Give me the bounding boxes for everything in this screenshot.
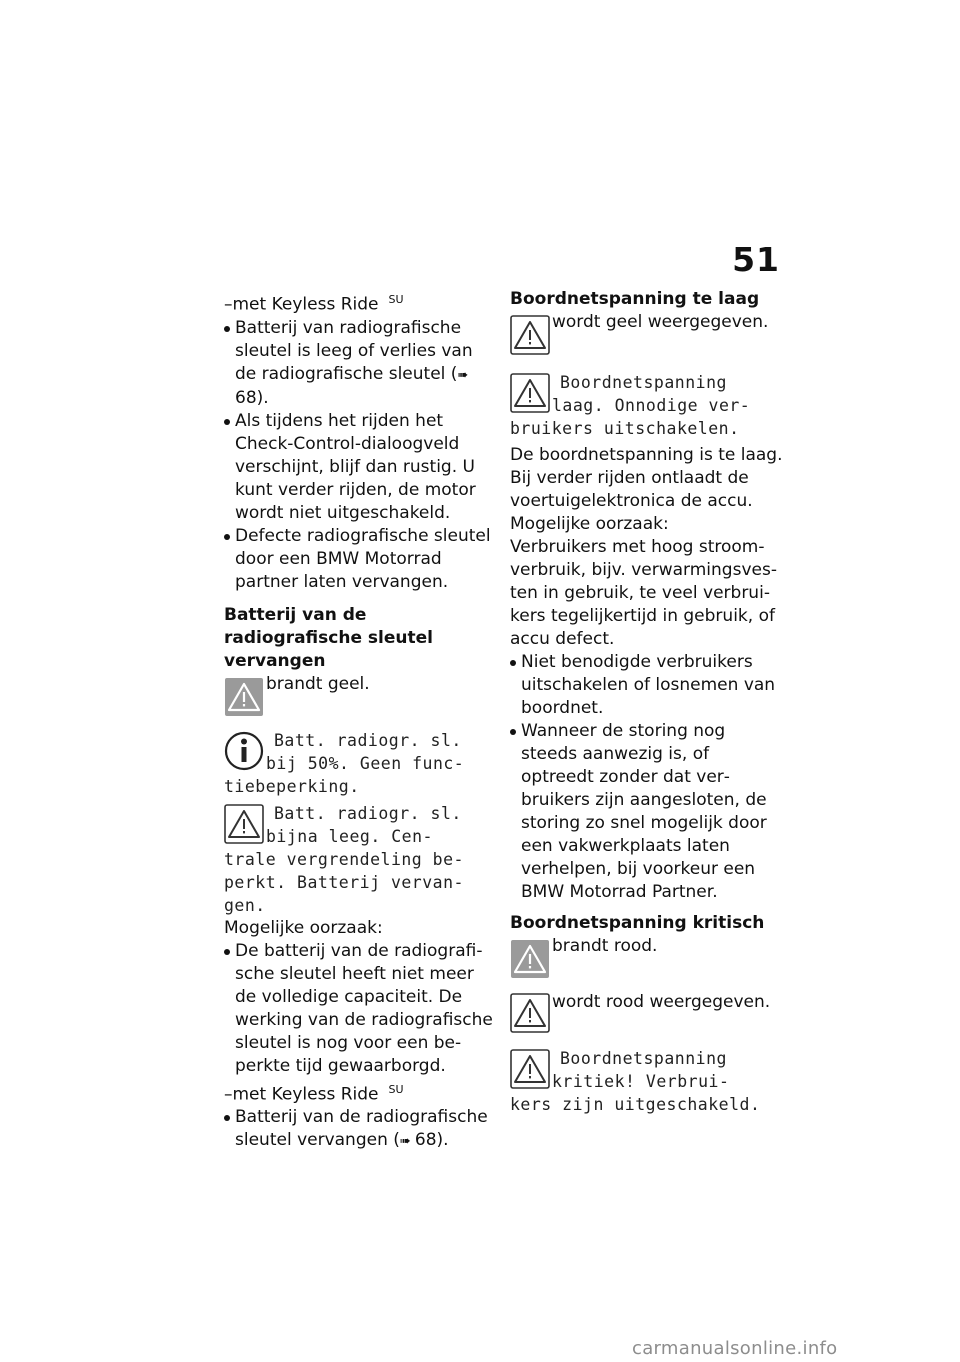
keyless-ride-text: –met Keyless Ride bbox=[224, 1084, 379, 1105]
warning-triangle-icon bbox=[510, 373, 550, 413]
warning-triangle-icon bbox=[224, 804, 264, 844]
list-item bbox=[510, 720, 785, 904]
keyless-ride-line bbox=[224, 288, 494, 317]
message-line: Boordnetspanning bbox=[560, 1049, 727, 1068]
indicator-text: brandt rood. bbox=[552, 936, 658, 956]
info-icon bbox=[224, 731, 264, 771]
warning-light-icon bbox=[510, 939, 550, 979]
warning-light-icon bbox=[224, 677, 264, 717]
message-line: gen. bbox=[224, 895, 266, 915]
message-line: trale vergrendeling be- bbox=[224, 849, 464, 869]
paragraph: De boordnetspanning is te laag. Bij verder rijden ontlaadt de voertuigelektronica de accu. bbox=[510, 445, 783, 511]
display-message bbox=[224, 729, 494, 798]
page-reference-link[interactable]: 68). bbox=[235, 387, 269, 408]
list-item bbox=[224, 410, 494, 525]
indicator-row bbox=[224, 673, 494, 719]
left-column bbox=[224, 288, 494, 1153]
display-message bbox=[510, 1047, 785, 1116]
display-message bbox=[510, 371, 785, 440]
message-line: Boordnetspanning bbox=[560, 373, 727, 392]
bullet-text: Als tijdens het rijden het Check-Control-dialoogveld verschijnt, blijf dan rustig. U kunt verder rijden, de motor wordt niet uitgeschakeld. bbox=[235, 410, 476, 523]
page-reference-link[interactable]: 68). bbox=[414, 1130, 449, 1151]
indicator-row bbox=[510, 935, 785, 981]
message-line: Batt. radiogr. sl. bbox=[274, 803, 462, 823]
list-item bbox=[510, 651, 785, 720]
warning-triangle-icon bbox=[510, 315, 550, 355]
message-line: bruikers uitschakelen. bbox=[510, 419, 740, 438]
message-line: kers zijn uitgeschakeld. bbox=[510, 1095, 761, 1114]
message-line: bij 50%. Geen func- bbox=[266, 753, 465, 773]
warning-triangle-icon bbox=[510, 1049, 550, 1089]
bullet-dot bbox=[224, 534, 230, 540]
bullet-text: Defecte radiografische sleutel door een BMW Motorrad partner laten vervangen. bbox=[235, 525, 491, 592]
indicator-text: wordt rood weergegeven. bbox=[552, 992, 771, 1012]
keyless-ride-line bbox=[224, 1078, 494, 1107]
bullet-dot bbox=[224, 326, 230, 332]
cause-label: Mogelijke oorzaak: bbox=[510, 514, 669, 534]
keyless-ride-sup: SU bbox=[388, 1082, 404, 1096]
keyless-ride-text: –met Keyless Ride bbox=[224, 294, 379, 315]
list-item bbox=[224, 1106, 494, 1153]
display-message bbox=[224, 802, 494, 917]
message-line: kritiek! Verbrui- bbox=[552, 1072, 730, 1091]
section-heading: Batterij van de radiografische sleutel vervangen bbox=[224, 604, 433, 671]
paragraph: Verbruikers met hoog stroomverbruik, bijv. verwarmingsvesten in gebruik, te veel verbruikers tegelijkertijd in gebruik, of accu defect. bbox=[510, 537, 777, 649]
bullet-text: Wanneer de storing nog steeds aanwezig is, of optreedt zonder dat verbruikers zijn aangesloten, de storing zo snel mogelijk door een vakwerkplaats laten verhelpen, bij voorkeur een BMW Motorrad Partner. bbox=[521, 721, 767, 902]
bullet-dot bbox=[510, 660, 516, 666]
right-column bbox=[510, 288, 785, 1116]
message-line: Batt. radiogr. sl. bbox=[274, 730, 462, 750]
page-number: 51 bbox=[732, 240, 780, 279]
bullet-dot bbox=[224, 1115, 230, 1121]
message-line: laag. Onnodige ver- bbox=[552, 396, 751, 415]
message-line: bijna leeg. Cen- bbox=[266, 826, 433, 846]
page-reference-arrow-icon[interactable]: ➠ bbox=[457, 367, 469, 383]
bullet-text: De batterij van de radiografische sleutel heeft niet meer de volledige capaciteit. De werking van de radiografische sleutel is nog voor een beperkte tijd gewaarborgd. bbox=[235, 940, 493, 1076]
list-item bbox=[224, 317, 494, 410]
list-item bbox=[224, 525, 494, 594]
bullet-dot bbox=[224, 949, 230, 955]
section-heading: Boordnetspanning te laag bbox=[510, 289, 760, 309]
cause-label: Mogelijke oorzaak: bbox=[224, 917, 383, 938]
message-line: tiebeperking. bbox=[224, 776, 360, 796]
indicator-text: wordt geel weergegeven. bbox=[552, 312, 769, 332]
list-item bbox=[224, 940, 494, 1078]
indicator-text: brandt geel. bbox=[266, 673, 370, 694]
footer-watermark-url: carmanualsonline.info bbox=[632, 1338, 838, 1359]
message-line: perkt. Batterij vervan- bbox=[224, 872, 464, 892]
bullet-dot bbox=[224, 419, 230, 425]
bullet-text: Batterij van radiografische sleutel is leeg of verlies van de radiografische sleutel ( bbox=[235, 317, 473, 384]
section-heading: Boordnetspanning kritisch bbox=[510, 913, 765, 933]
indicator-row bbox=[510, 311, 785, 357]
keyless-ride-sup: SU bbox=[388, 293, 404, 306]
indicator-row bbox=[510, 991, 785, 1037]
warning-triangle-icon bbox=[510, 993, 550, 1033]
bullet-text: Niet benodigde verbruikers uitschakelen of losnemen van boordnet. bbox=[521, 652, 776, 718]
bullet-text: Batterij van de radiografische sleutel vervangen ( bbox=[235, 1107, 488, 1151]
page-reference-arrow-icon[interactable]: ➠ bbox=[399, 1134, 415, 1150]
bullet-dot bbox=[510, 729, 516, 735]
